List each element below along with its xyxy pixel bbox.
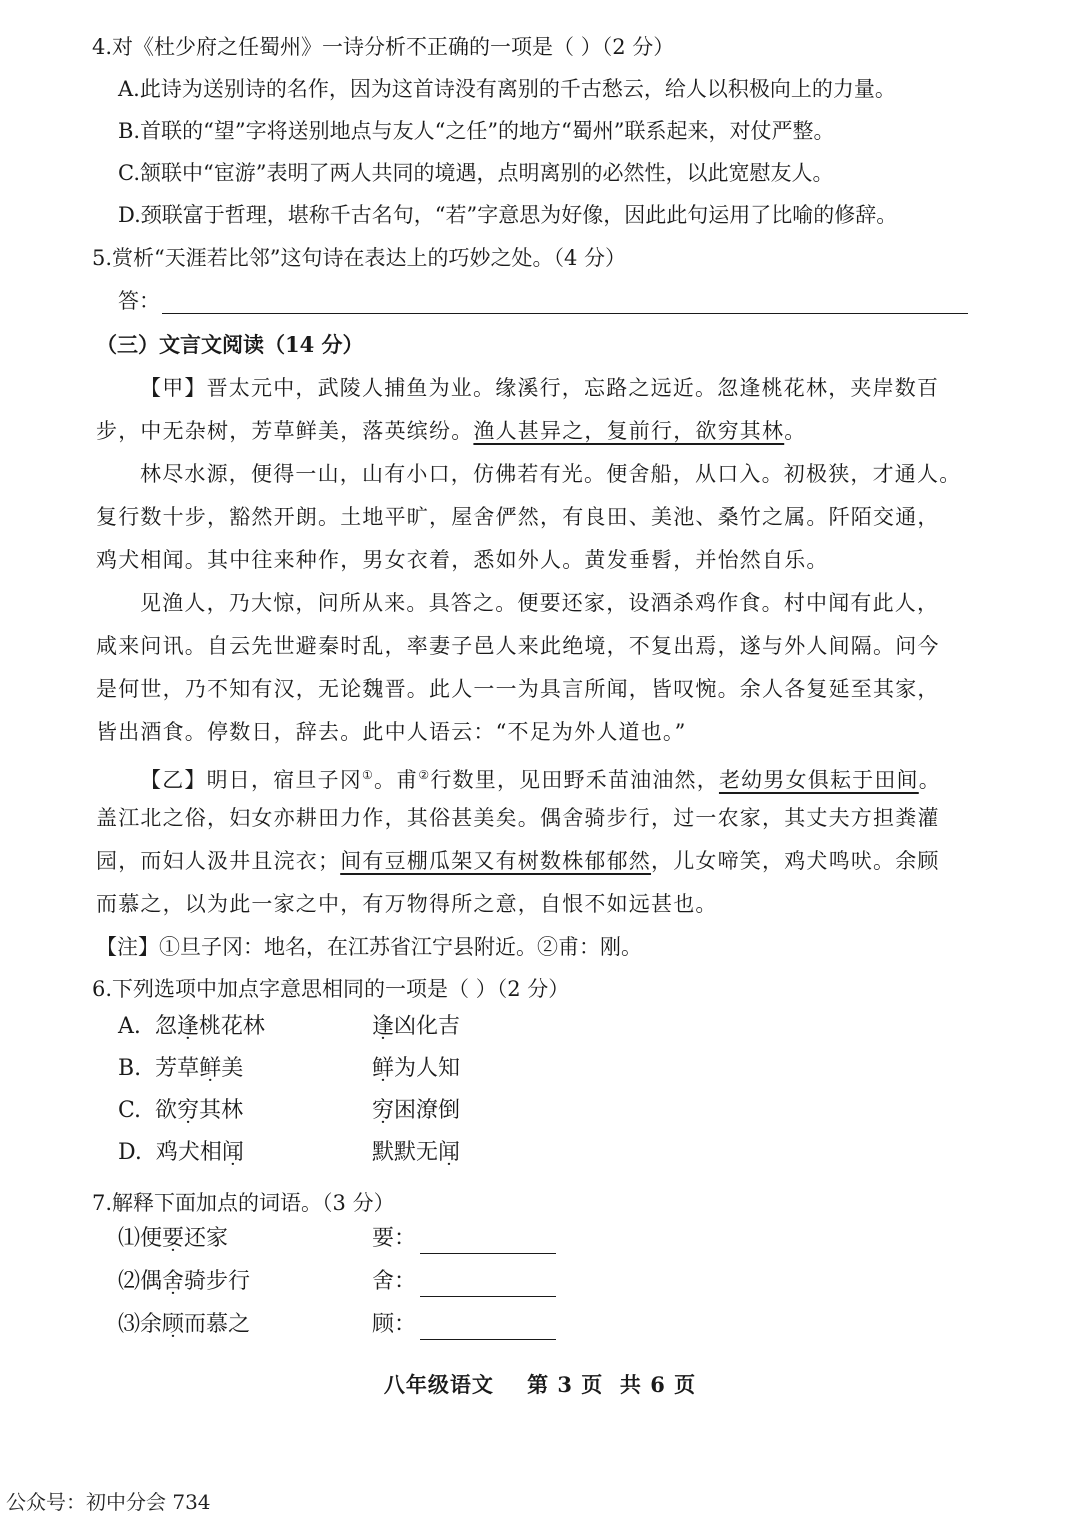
- q6-b-right-dotted: 鲜: [372, 1056, 395, 1081]
- q6-option-b-right: [372, 1054, 460, 1084]
- q7-item-2-post: 骑步行: [184, 1269, 251, 1294]
- q6-d-left-pre: 鸡犬相: [155, 1140, 222, 1165]
- q4-option-c: C.颔联中“宦游”表明了两人共同的境遇，点明离别的必然性，以此宽慰友人。: [118, 161, 834, 185]
- yi-line-4: 而慕之，以为此一家之中，有万物得所之意，自恨不如远甚也。: [96, 892, 718, 916]
- q6-b-left-dotted: 鲜: [199, 1056, 222, 1081]
- q7-item-3-blank: [420, 1317, 556, 1340]
- yi-underlined-sentence-2: 间有豆棚瓜架又有树数株郁郁然: [340, 849, 652, 873]
- q6-option-a-label: A.: [118, 1014, 141, 1039]
- section3-title: （三）文言文阅读（14 分）: [96, 332, 364, 357]
- q7-item-2-dotted: 舍: [162, 1269, 185, 1294]
- q6-a-left-post: 桃花林: [198, 1014, 265, 1039]
- jia-line-2: [96, 416, 806, 446]
- q6-a-left-dotted: 逢: [176, 1014, 199, 1039]
- q6-option-b-label: B.: [118, 1056, 142, 1081]
- jia-underlined-sentence: 渔人甚异之，复前行，欲穷其林: [473, 419, 785, 443]
- jia-line-4: 复行数十步，豁然开朗。土地平旷，屋舍俨然，有良田、美池、桑竹之属。阡陌交通，: [96, 505, 940, 529]
- q7-item-1-dotted: 要: [162, 1226, 185, 1251]
- q7-item-3-post: 而慕之: [184, 1312, 251, 1337]
- q6-c-right-post: 困潦倒: [394, 1098, 461, 1123]
- q7-item-3: [118, 1310, 250, 1340]
- q6-option-d-left: [118, 1138, 244, 1168]
- q7-item-1: [118, 1224, 228, 1254]
- q4-stem: 4.对《杜少府之任蜀州》一诗分析不正确的一项是（ ）（2 分）: [92, 35, 675, 59]
- q7-item-3-dotted: 顾: [162, 1312, 185, 1337]
- q7-stem: 7.解释下面加点的词语。（3 分）: [92, 1191, 395, 1215]
- q6-option-b-left: [118, 1054, 243, 1084]
- yi-line-1-end: 。: [918, 768, 941, 792]
- jia-line-9: 皆出酒食。停数日，辞去。此中人语云：“不足为外人道也。”: [96, 720, 687, 744]
- q6-option-c-right: [372, 1096, 460, 1126]
- q5-answer-line: [162, 313, 968, 314]
- yi-line-2: 盖江北之俗，妇女亦耕田力作，其俗甚美矣。偶舍骑步行，过一农家，其丈夫方担粪灌: [96, 806, 940, 830]
- yi-line-1: [140, 760, 941, 795]
- jia-line-2-text: 步，中无杂树，芳草鲜美，落英缤纷。: [96, 419, 474, 443]
- q6-a-left-pre: 忽: [154, 1014, 177, 1039]
- jia-line-6: 见渔人，乃大惊，问所从来。具答之。便要还家，设酒杀鸡作食。村中闻有此人，: [140, 591, 940, 615]
- q6-option-a-right: [372, 1012, 460, 1042]
- q7-item-3-num: ⑶: [118, 1312, 141, 1337]
- q6-b-right-post: 为人知: [394, 1056, 461, 1081]
- yi-line-3: [96, 846, 940, 876]
- jia-line-7: 咸来问讯。自云先世避秦时乱，率妻子邑人来此绝境，不复出焉，遂与外人间隔。问今: [96, 634, 940, 658]
- q7-item-2: [118, 1267, 250, 1297]
- q7-item-1-blank: [420, 1231, 556, 1254]
- jia-line-8: 是何世，乃不知有汉，无论魏晋。此人一一为具言所闻，皆叹惋。余人各复延至其家，: [96, 677, 940, 701]
- q6-b-left-pre: 芳草: [155, 1056, 200, 1081]
- yi-line-3-a: 园，而妇人汲井且浣衣；: [96, 849, 341, 873]
- q7-item-1-key: 要：: [372, 1226, 417, 1251]
- q7-item-1-num: ⑴: [118, 1226, 141, 1251]
- q6-d-left-dotted: 闻: [221, 1140, 244, 1165]
- yi-underlined-sentence-1: 老幼男女俱耘于田间: [718, 768, 919, 792]
- jia-line-1: 【甲】晋太元中，武陵人捕鱼为业。缘溪行，忘路之远近。忽逢桃花林，夹岸数百: [140, 376, 940, 400]
- watermark-text: 公众号：初中分会 734: [6, 1490, 211, 1514]
- yi-line-1-c: 行数里，见田野禾苗油油然，: [430, 768, 719, 792]
- q6-stem: 6.下列选项中加点字意思相同的一项是（ ）（2 分）: [92, 977, 570, 1001]
- q7-item-1-answer: [372, 1224, 556, 1254]
- q7-item-2-answer: [372, 1267, 556, 1297]
- yi-note-ref-1: ①: [362, 768, 374, 782]
- q7-item-2-blank: [420, 1274, 556, 1297]
- q6-c-left-pre: 欲: [155, 1098, 178, 1123]
- yi-line-3-end: ，儿女啼笑，鸡犬鸣吠。余顾: [651, 849, 940, 873]
- q4-option-b: B.首联的“望”字将送别地点与友人“之任”的地方“蜀州”联系起来，对仗严整。: [118, 119, 835, 143]
- q7-item-1-post: 还家: [184, 1226, 229, 1251]
- yi-line-1-a: 【乙】明日，宿旦子冈: [140, 768, 362, 792]
- q6-option-d-label: D.: [118, 1140, 142, 1165]
- q6-b-left-post: 美: [221, 1056, 244, 1081]
- q6-a-right-post: 凶化吉: [394, 1014, 461, 1039]
- q6-option-a-left: [118, 1012, 265, 1042]
- jia-line-2-end: 。: [784, 419, 807, 443]
- q6-c-right-dotted: 穷: [372, 1098, 395, 1123]
- q7-item-2-pre: 偶: [140, 1269, 163, 1294]
- q6-c-left-dotted: 穷: [177, 1098, 200, 1123]
- q7-item-3-pre: 余: [140, 1312, 163, 1337]
- q7-item-3-answer: [372, 1310, 556, 1340]
- page-footer: 八年级语文 第 3 页 共 6 页: [383, 1372, 697, 1397]
- q4-option-a: A.此诗为送别诗的名作，因为这首诗没有离别的千古愁云，给人以积极向上的力量。: [118, 77, 896, 101]
- q5-answer-label: 答：: [118, 289, 160, 313]
- q6-option-d-right: [372, 1138, 460, 1168]
- q7-item-1-pre: 便: [140, 1226, 163, 1251]
- yi-note: 【注】①旦子冈：地名，在江苏省江宁县附近。②甫：刚。: [96, 935, 642, 959]
- q6-c-left-post: 其林: [199, 1098, 244, 1123]
- q6-d-right-pre: 默默无: [372, 1140, 439, 1165]
- q5-stem: 5.赏析“天涯若比邻”这句诗在表达上的巧妙之处。（4 分）: [92, 246, 627, 270]
- q7-item-2-num: ⑵: [118, 1269, 141, 1294]
- yi-note-ref-2: ②: [418, 768, 431, 782]
- q6-a-right-dotted: 逢: [372, 1014, 395, 1039]
- q6-option-c-label: C.: [118, 1098, 142, 1123]
- yi-line-1-b: 。甫: [373, 768, 419, 792]
- q6-option-c-left: [118, 1096, 243, 1126]
- q6-d-right-dotted: 闻: [438, 1140, 461, 1165]
- jia-line-5: 鸡犬相闻。其中往来种作，男女衣着，悉如外人。黄发垂髫，并怡然自乐。: [96, 548, 829, 572]
- q4-option-d: D.颈联富于哲理，堪称千古名句，“若”字意思为好像，因此此句运用了比喻的修辞。: [118, 203, 898, 227]
- q7-item-2-key: 舍：: [372, 1269, 417, 1294]
- q7-item-3-key: 顾：: [372, 1312, 417, 1337]
- jia-line-3: 林尽水源，便得一山，山有小口，仿佛若有光。便舍船，从口入。初极狭，才通人。: [140, 462, 962, 486]
